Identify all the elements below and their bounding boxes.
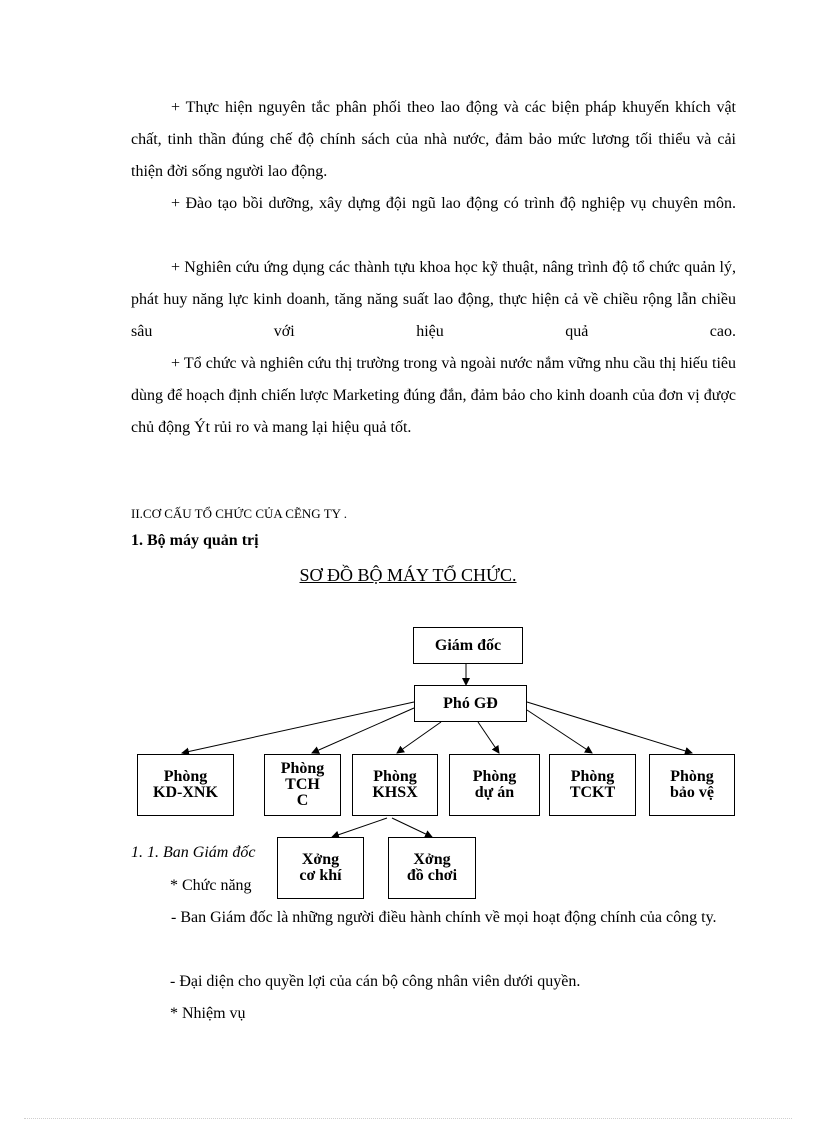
function-item-1: - Ban Giám đốc là những người điều hành chính về mọi hoạt động chính của công ty. [171,909,717,926]
org-box-dept-bao-ve: Phòng bảo vệ [649,754,735,816]
function-item-2: - Đại diện cho quyền lợi của cán bộ công nhân viên dưới quyền. [170,973,581,990]
org-box-dept-tchc: Phòng TCH C [264,754,341,816]
org-box-dept-khsx: Phòng KHSX [352,754,438,816]
duty-label: * Nhiệm vụ [170,1005,246,1022]
paragraph-3: + Nghiên cứu ứng dụng các thành tựu khoa học kỹ thuật, nâng trình độ tổ chức quản lý, phát huy năng lực kinh doanh, tăng năng suất lao động, thực hiện cả về chiều rộng lẫn chiều sâu với hiệu quả cao. [131,259,736,340]
org-box-workshop-do-choi: Xởng đồ chơi [388,837,476,899]
org-box-dept-tckt: Phòng TCKT [549,754,636,816]
paragraph-4: + Tổ chức và nghiên cứu thị trường trong và ngoài nước nắm vững nhu cầu thị hiếu tiêu dùng để hoạch định chiến lược Marketing đúng đắn, đảm bảo cho kinh doanh của đơn vị được chủ động Ýt rủi ro và mang lại hiệu quả tốt. [131,355,736,436]
ban-giam-doc-heading: 1. 1. Ban Giám đốc [131,844,256,861]
paragraph-1: + Thực hiện nguyên tắc phân phối theo lao động và các biện pháp khuyến khích vật chất, tinh thần đúng chế độ chính sách của nhà nước, đảm bảo mức lương tối thiểu và cải thiện đời sống người lao động. [131,99,736,180]
org-box-deputy-director: Phó GĐ [414,685,527,722]
function-label: * Chức năng [170,877,252,894]
paragraph-2: + Đào tạo bồi dưỡng, xây dựng đội ngũ lao động có trình độ nghiệp vụ chuyên môn. [171,195,736,212]
org-box-director: Giám đốc [413,627,523,664]
section-heading: II.CƠ CẤU TỔ CHỨC CỦA CẼNG TY . [131,506,348,521]
org-chart-title: SƠ ĐỒ BỘ MÁY TỔ CHỨC. [299,565,517,585]
org-box-workshop-co-khi: Xởng cơ khí [277,837,364,899]
org-box-dept-du-an: Phòng dự án [449,754,540,816]
subsection-heading: 1. Bộ máy quản trị [131,532,259,549]
org-box-dept-kd-xnk: Phòng KD-XNK [137,754,234,816]
page-bottom-rule [24,1118,792,1119]
